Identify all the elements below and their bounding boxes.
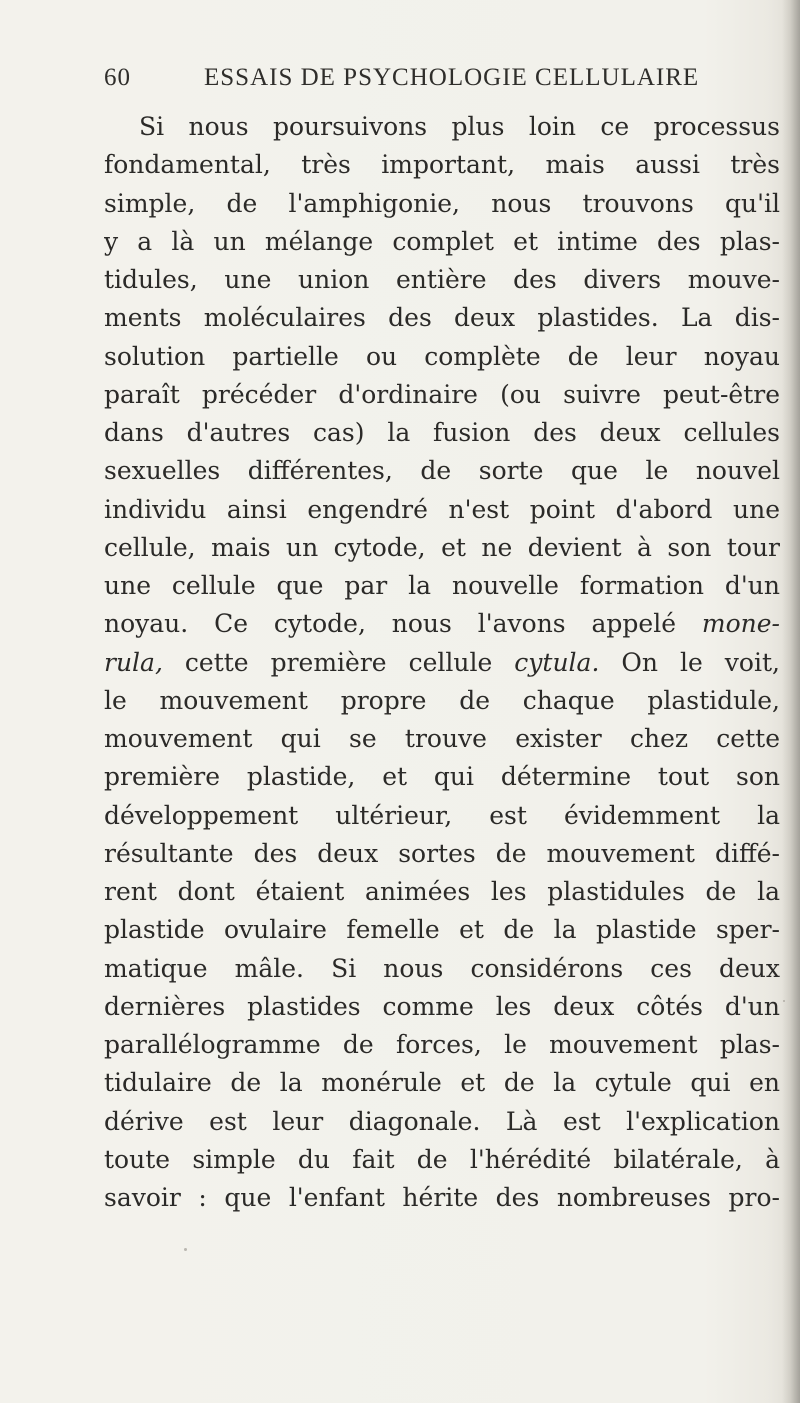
page-edge-shadow (782, 0, 800, 1403)
body-text (104, 108, 780, 1217)
paper-speck (184, 1248, 187, 1251)
text-line-mixed (104, 605, 780, 643)
text-line: dernières plastides comme les deux côtés d'un (104, 991, 780, 1021)
text-line: rent dont étaient animées les plastidules de la (104, 877, 780, 906)
text-line: mouvement qui se trouve exister chez cette (104, 724, 780, 753)
running-title: ESSAIS DE PSYCHOLOGIE CELLULAIRE (204, 64, 700, 91)
italic-term: mone- (701, 609, 780, 639)
text-line: savoir : que l'enfant hérite des nombreuses pro- (104, 1183, 780, 1212)
text-line: dans d'autres cas) la fusion des deux cellules (104, 418, 780, 447)
text-line: sexuelles différentes, de sorte que le nouvel (104, 456, 780, 486)
text-line: tidules, une union entière des divers mouve- (104, 265, 780, 294)
text-line: toute simple du fait de l'hérédité bilatérale, à (104, 1144, 780, 1174)
text-line: parallélogramme de forces, le mouvement plas- (104, 1030, 780, 1059)
text-run: On le voit, (599, 647, 780, 677)
text-line: simple, de l'amphigonie, nous trouvons qu'il (104, 188, 780, 218)
italic-term: cytula. (514, 647, 600, 677)
text-line: plastide ovulaire femelle et de la plastide sper- (104, 915, 780, 945)
page-number: 60 (104, 64, 131, 91)
text-line: Si nous poursuivons plus loin ce processus (139, 112, 780, 141)
italic-term: rula, (104, 647, 163, 677)
text-line: dérive est leur diagonale. Là est l'explication (104, 1106, 780, 1136)
text-line: fondamental, très important, mais aussi très (104, 150, 780, 180)
text-line: ments moléculaires des deux plastides. La dis- (104, 303, 780, 333)
text-line: première plastide, et qui détermine tout son (104, 762, 780, 792)
text-line: cellule, mais un cytode, et ne devient à son tour (104, 532, 780, 562)
paper-speck (783, 1000, 785, 1002)
text-line: le mouvement propre de chaque plastidule, (104, 685, 780, 715)
text-line-mixed (104, 644, 780, 682)
text-line: paraît précéder d'ordinaire (ou suivre peut-être (104, 379, 780, 409)
text-line: individu ainsi engendré n'est point d'abord une (104, 494, 780, 524)
running-head (104, 64, 700, 100)
text-run: noyau. Ce cytode, nous l'avons appelé (104, 609, 702, 639)
text-line: résultante des deux sortes de mouvement diffé- (104, 838, 780, 868)
text-line: une cellule que par la nouvelle formation d'un (104, 571, 780, 600)
text-line: développement ultérieur, est évidemment la (104, 800, 780, 830)
text-line: solution partielle ou complète de leur noyau (104, 341, 780, 371)
text-run: cette première cellule (162, 647, 515, 677)
text-line: y a là un mélange complet et intime des plas- (104, 226, 780, 256)
text-line: matique mâle. Si nous considérons ces deux (104, 953, 780, 983)
text-line: tidulaire de la monérule et de la cytule qui en (104, 1068, 780, 1098)
